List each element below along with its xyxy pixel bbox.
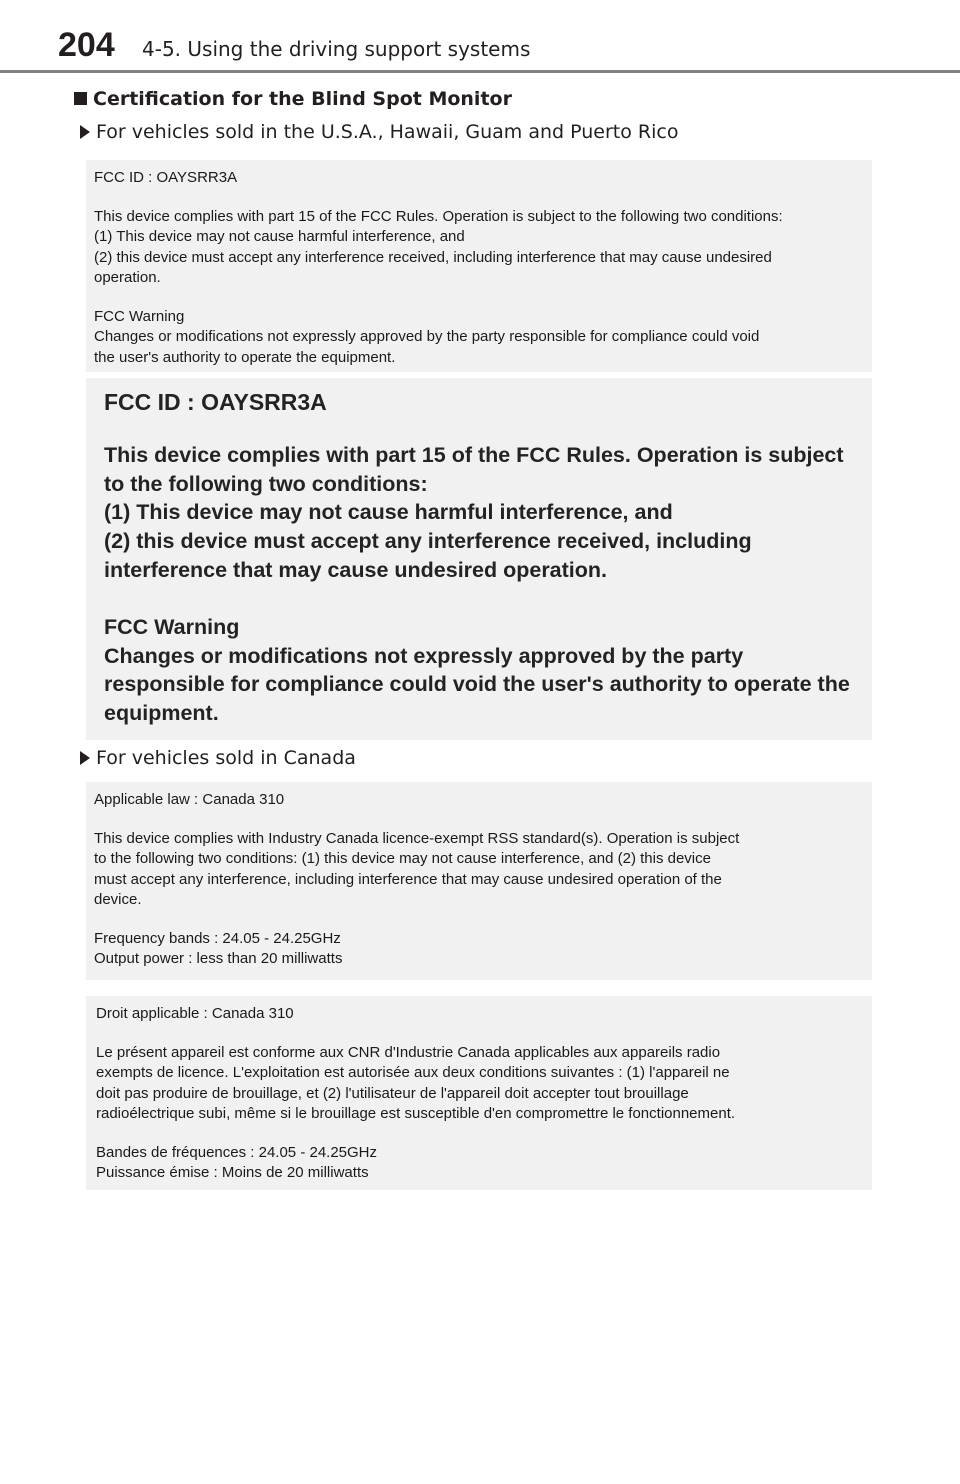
compliance-line: device. xyxy=(94,891,142,908)
compliance-line: exempts de licence. L'exploitation est autorisée aux deux conditions suivantes : (1) l'appareil ne xyxy=(96,1064,730,1081)
fcc-label-small xyxy=(86,160,872,372)
compliance-line: operation. xyxy=(94,269,161,286)
warning-title: FCC Warning xyxy=(104,614,240,639)
section-title: 4-5. Using the driving support systems xyxy=(142,37,531,61)
heading-text: Certification for the Blind Spot Monitor xyxy=(93,88,512,110)
compliance-line: to the following two conditions: (1) this device may not cause interference, and (2) this device xyxy=(94,850,711,867)
page-header xyxy=(0,0,960,76)
compliance-line: This device complies with Industry Canada licence-exempt RSS standard(s). Operation is subject xyxy=(94,829,740,847)
compliance-line: (2) this device must accept any interference received, including xyxy=(104,529,752,554)
warning-line: the user's authority to operate the equipment. xyxy=(94,348,396,366)
frequency-bands: Bandes de fréquences : 24.05 - 24.25GHz xyxy=(96,1143,378,1161)
frequency-bands: Frequency bands : 24.05 - 24.25GHz xyxy=(94,929,341,947)
applicable-law: Droit applicable : Canada 310 xyxy=(96,1005,294,1022)
compliance-line: Le présent appareil est conforme aux CNR d'Industrie Canada applicables aux appareils radio xyxy=(96,1043,721,1061)
compliance-line: must accept any interference, including interference that may cause undesired operation of the xyxy=(94,870,722,888)
output-power: Output power : less than 20 milliwatts xyxy=(94,950,343,967)
compliance-line: (2) this device must accept any interference received, including interference that may cause undesired xyxy=(94,248,772,266)
canada-bullet-text: For vehicles sold in Canada xyxy=(96,747,356,769)
compliance-line: radioélectrique subi, même si le brouillage est susceptible d'en compromettre le fonctionnement. xyxy=(96,1105,736,1122)
square-bullet-icon xyxy=(74,92,87,105)
usa-bullet xyxy=(80,121,678,143)
warning-line: responsible for compliance could void the user's authority to operate the xyxy=(104,672,850,697)
page-number: 204 xyxy=(58,26,115,64)
compliance-line: This device complies with part 15 of the FCC Rules. Operation is subject xyxy=(104,442,844,467)
applicable-law: Applicable law : Canada 310 xyxy=(94,791,285,808)
fcc-id: FCC ID : OAYSRR3A xyxy=(94,169,238,186)
header-divider xyxy=(0,70,960,73)
warning-line: Changes or modifications not expressly approved by the party responsible for compliance could void xyxy=(94,328,760,345)
fcc-label-large xyxy=(86,378,872,740)
warning-title: FCC Warning xyxy=(94,307,185,325)
canada-label-french xyxy=(86,996,872,1190)
section-heading xyxy=(74,88,512,110)
compliance-line: (1) This device may not cause harmful interference, and xyxy=(104,500,673,525)
compliance-line: (1) This device may not cause harmful interference, and xyxy=(94,228,465,245)
compliance-line: to the following two conditions: xyxy=(104,471,428,496)
triangle-bullet-icon xyxy=(80,751,90,765)
canada-label-english xyxy=(86,782,872,980)
compliance-line: interference that may cause undesired operation. xyxy=(104,557,608,582)
compliance-line: doit pas produire de brouillage, et (2) l'utilisateur de l'appareil doit accepter tout brouillage xyxy=(96,1084,689,1102)
warning-line: equipment. xyxy=(104,701,219,726)
compliance-line: This device complies with part 15 of the FCC Rules. Operation is subject to the following two conditions: xyxy=(94,207,783,225)
fcc-id: FCC ID : OAYSRR3A xyxy=(104,389,327,415)
output-power: Puissance émise : Moins de 20 milliwatts xyxy=(96,1164,369,1181)
canada-bullet xyxy=(80,747,356,769)
triangle-bullet-icon xyxy=(80,125,90,139)
usa-bullet-text: For vehicles sold in the U.S.A., Hawaii, Guam and Puerto Rico xyxy=(96,121,679,143)
warning-line: Changes or modifications not expressly approved by the party xyxy=(104,643,744,668)
